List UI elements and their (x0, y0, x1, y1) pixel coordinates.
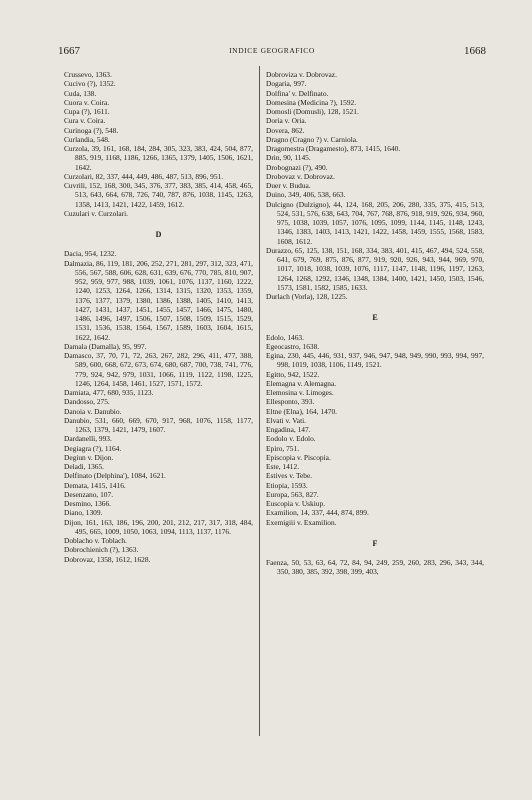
column-divider (259, 66, 260, 736)
index-entry: Cupa (?), 1611. (64, 107, 110, 116)
index-entry: Dovera, 862. (266, 125, 305, 135)
index-entry: Dacia, 954, 1232. (64, 249, 117, 259)
section-letter: D (155, 230, 162, 239)
index-entry: Diano, 1309. (64, 508, 103, 518)
index-entry: Crussevo, 1363. (64, 70, 112, 79)
section-letter: F (372, 538, 378, 548)
index-entry: Degiun v. Dijon. (64, 452, 114, 462)
index-entry: Demata, 1415, 1416. (64, 480, 126, 490)
index-entry: Euscopia v. Uskiup. (266, 499, 326, 508)
index-entry: Drobovaz v. Dobrovaz. (266, 171, 335, 181)
index-entry: Examilion, 14, 337, 444, 874, 899. (266, 508, 369, 518)
index-entry: Dragomestra (Dragamesto), 873, 1415, 1640. (266, 144, 401, 153)
index-entry: Dragno (Cragno ?) v. Carniola. (266, 134, 358, 144)
index-entry: Domesina (Medicina ?), 1592. (266, 97, 357, 107)
index-entry: Egina, 230, 445, 446, 931, 937, 946, 947, 948, 949, 990, 993, 994, 997, 998, 1019, 1038, 1106, 1149, 1521. (266, 351, 484, 370)
index-entry: Curlandia, 548. (64, 134, 110, 144)
index-entry: Cuzulari v. Curzolari. (64, 208, 128, 218)
index-entry: Edolo, 1463. (266, 332, 304, 342)
index-entry: Desmino, 1366. (64, 499, 112, 508)
index-entry: Delfinato (Delphina'), 1084, 1621. (64, 471, 166, 481)
index-entry: Domosli (Domusli), 128, 1521. (266, 107, 359, 116)
index-entry: Damiata, 477, 680, 935, 1123. (64, 388, 154, 397)
index-entry: Eodolo v. Edolo. (266, 434, 316, 444)
index-entry: Engadina, 147. (266, 425, 311, 434)
index-entry: Cuora v. Coira. (64, 97, 110, 107)
index-entry: Cucivo (?), 1352. (64, 79, 116, 89)
index-entry: Damasco, 37, 70, 71, 72, 263, 267, 282, 296, 411, 477, 388, 589, 600, 668, 672, 673, 674, 680, 687, 700, 738, 741, 776, 779, 924, 942, 979, 1031, 1066, 1119, 1122, 1198, 1225, 1246, 1264, 1458, 1461, 1527, 1571, 1572. (64, 351, 253, 388)
index-entry: Dalmazia, 86, 119, 181, 206, 252, 271, 281, 297, 312, 323, 471, 556, 567, 588, 606, 628, 631, 639, 676, 770, 785, 810, 907, 952, 959, 977, 988, 1039, 1061, 1076, 1137, 1160, 1222, 1240, 1253, 1264, 1266, 1314, 1315, 1320, 1353, 1359, 1376, 1377, 1379, 1380, 1386, 1388, 1405, 1410, 1413, 1427, 1431, 1437, 1451, 1455, 1457, 1466, 1475, 1480, 1486, 1496, 1497, 1506, 1507, 1508, 1509, 1515, 1529, 1531, 1536, 1538, 1564, 1567, 1589, 1603, 1604, 1615, 1622, 1642. (64, 258, 253, 342)
index-entry: Duer v. Budua. (266, 181, 311, 190)
index-entry: Elvati v. Vati. (266, 415, 307, 425)
index-entry: Dardanelli, 993. (64, 434, 112, 444)
index-entry: Elemagna v. Alemagna. (266, 378, 337, 388)
index-entry: Dobrovaz, 1358, 1612, 1628. (64, 554, 151, 564)
index-entry: Cuda, 138. (64, 88, 97, 98)
index-entry: Curinoga (?), 548. (64, 125, 119, 135)
index-entry: Danoia v. Danubio. (64, 406, 122, 416)
index-entry: Cuvrili, 152, 168, 300, 345, 376, 377, 383, 385, 414, 458, 465, 513, 643, 664, 678, 726, 740, 787, 876, 1038, 1145, 1263, 1358, 1413, 1421, 1422, 1459, 1612. (64, 181, 253, 209)
page-number-right: 1668 (464, 45, 486, 57)
index-entry: Duino, 349, 406, 538, 663. (266, 190, 346, 200)
index-entry: Durlach (Vorla), 128, 1225. (266, 292, 348, 301)
index-entry: Drobognazi (?), 490. (266, 162, 328, 172)
index-entry: Danubio, 531, 660, 669, 670, 917, 968, 1076, 1158, 1177, 1263, 1379, 1421, 1479, 1607. (64, 415, 253, 434)
running-title: INDICE GEOGRAFICO (229, 46, 315, 55)
index-entry: Faenza, 50, 53, 63, 64, 72, 84, 94, 249, 259, 260, 283, 296, 343, 344, 350, 380, 385, 392, 398, 399, 403, (266, 558, 484, 577)
index-entry: Degiagra (?), 1164. (64, 443, 122, 453)
page-header (58, 45, 486, 59)
left-column (64, 70, 253, 564)
index-entry: Estives v. Tebe. (266, 471, 313, 481)
section-letter: E (372, 313, 378, 323)
index-entry: Curzolari, 82, 337, 444, 449, 486, 487, 513, 896, 951. (64, 171, 224, 181)
index-entry: Desenzano, 107. (64, 489, 114, 499)
index-entry: Eltne (Elna), 164, 1470. (266, 406, 338, 416)
index-entry: Egitto, 942, 1522. (266, 369, 320, 379)
index-entry: Dobrochienich (?), 1363. (64, 545, 139, 555)
index-entry: Dobroviza v. Dobrovaz. (266, 70, 337, 79)
index-entry: Dandosso, 275. (64, 397, 110, 407)
index-entry: Egeocastro, 1638. (266, 341, 320, 351)
index-entry: Elemosina v. Limoges. (266, 388, 334, 397)
index-entry: Doblacho v. Toblach. (64, 536, 127, 545)
index-entry: Doria v. Oria. (266, 116, 307, 126)
index-entry: Damala (Damalla), 95, 997. (64, 341, 147, 351)
index-entry: Epiro, 751. (266, 443, 300, 453)
index-entry: Ellesponto, 393. (266, 397, 315, 407)
index-entry: Exemigiii v. Examilion. (266, 517, 337, 527)
index-entry: Durazzo, 65, 125, 138, 151, 168, 334, 383, 401, 415, 467, 494, 524, 558, 641, 679, 769, 875, 876, 877, 919, 920, 926, 943, 944, 969, 970, 1017, 1018, 1038, 1039, 1076, 1117, 1147, 1148, 1196, 1197, 1263, 1264, 1268, 1292, 1346, 1348, 1384, 1400, 1421, 1450, 1503, 1546, 1573, 1581, 1582, 1585, 1633. (266, 245, 484, 292)
index-entry: Europa, 563, 827. (266, 489, 319, 499)
index-entry: Dolfina' v. Delfinato. (266, 88, 329, 98)
index-entry: Deladi, 1365. (64, 462, 105, 471)
index-entry: Cura v. Coira. (64, 116, 106, 126)
page-number-left: 1667 (58, 45, 80, 57)
index-entry: Drin, 90, 1145. (266, 153, 311, 163)
index-entry: Dogaria, 997. (266, 79, 307, 89)
index-entry: Este, 1412. (266, 462, 300, 471)
index-entry: Etiopia, 1593. (266, 480, 308, 490)
index-entry: Dulcigno (Dulzigno), 44, 124, 168, 205, 206, 280, 335, 375, 415, 513, 524, 531, 576, 638, 643, 704, 767, 768, 876, 918, 919, 926, 934, 960, 975, 1038, 1039, 1057, 1076, 1095, 1099, 1144, 1145, 1148, 1243, 1346, 1383, 1403, 1413, 1421, 1422, 1458, 1459, 1555, 1568, 1583, 1608, 1612. (266, 199, 484, 246)
index-entry: Dijon, 161, 163, 186, 196, 200, 201, 212, 217, 317, 318, 484, 495, 665, 1009, 1050, 1063, 1094, 1113, 1137, 1176. (64, 517, 253, 536)
index-entry: Episcopia v. Piscopia. (266, 452, 331, 462)
right-column (266, 70, 484, 577)
index-entry: Curzola, 39, 161, 168, 184, 284, 305, 323, 383, 424, 504, 877, 885, 919, 1168, 1186, 1266, 1365, 1379, 1405, 1506, 1621, 1642. (64, 144, 253, 172)
